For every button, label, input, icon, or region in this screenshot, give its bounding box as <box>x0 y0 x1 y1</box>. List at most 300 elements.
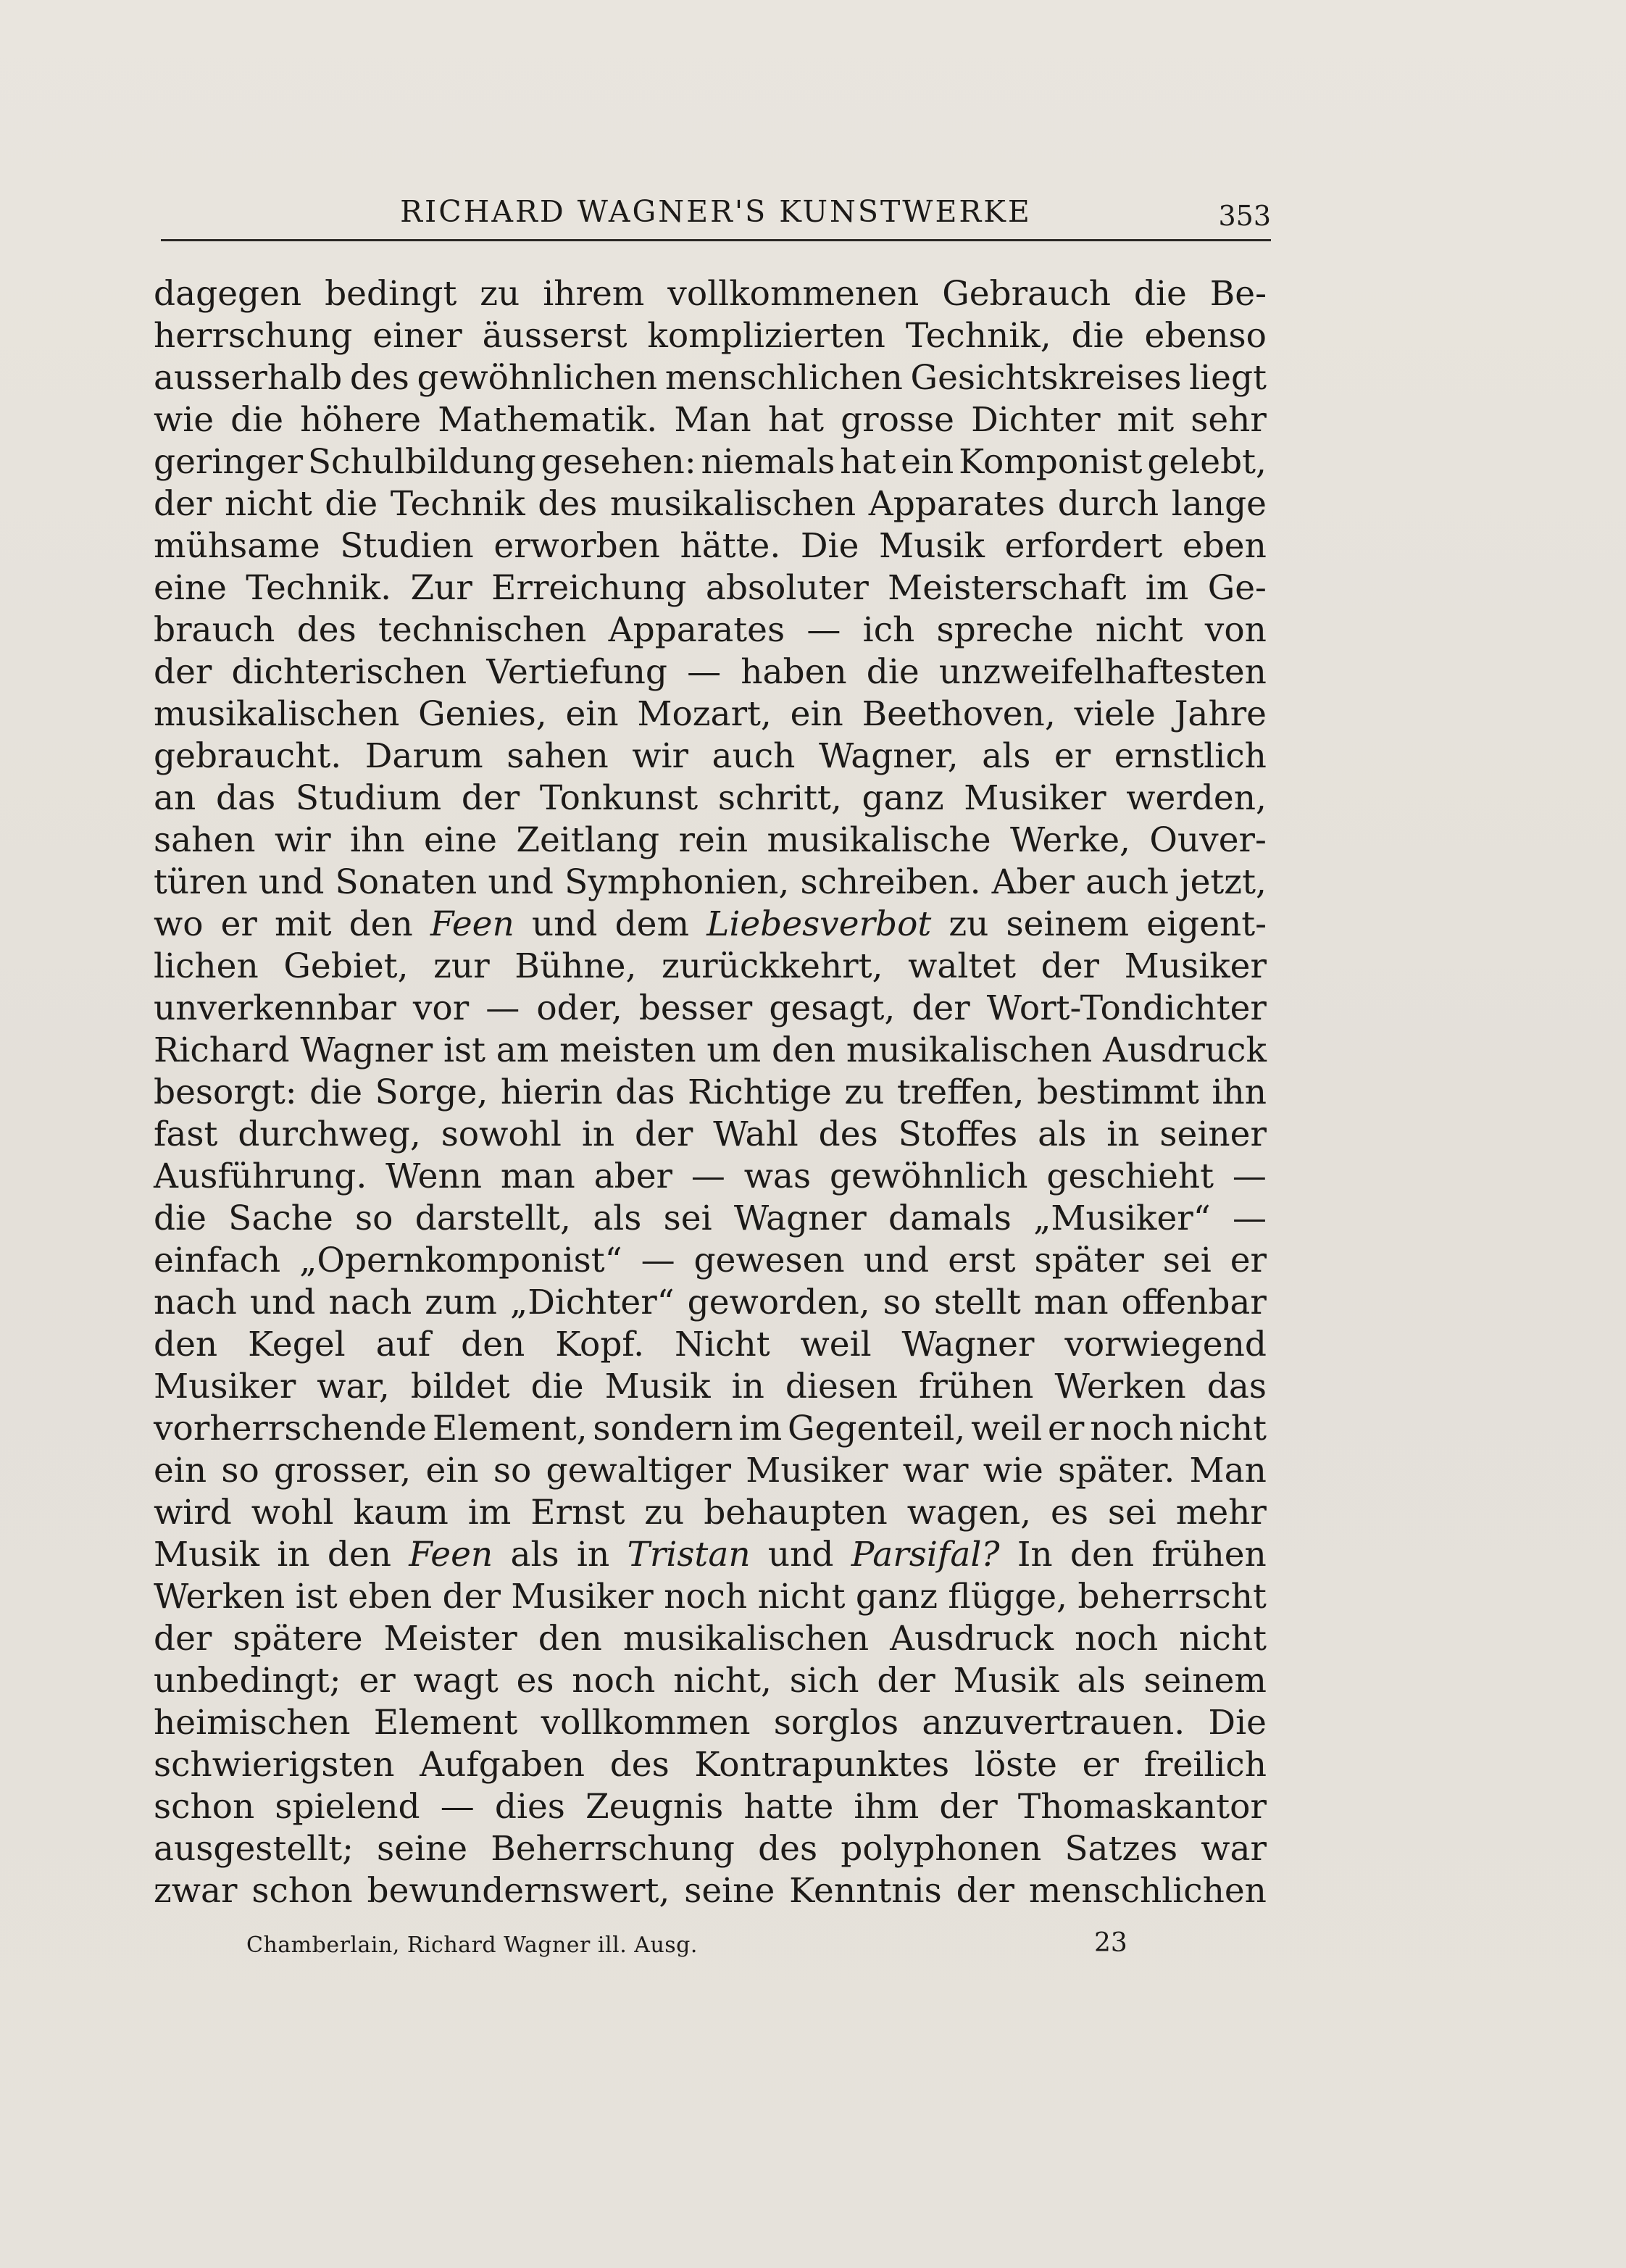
word: in <box>1106 1114 1140 1154</box>
text-line <box>154 651 1267 693</box>
word: musikalischen <box>154 694 400 734</box>
word: ebenso <box>1144 316 1267 356</box>
word: Musiker <box>1124 946 1267 986</box>
word: hat <box>840 442 896 482</box>
word: der <box>154 484 212 524</box>
word: der <box>912 988 970 1028</box>
word: Gesichtskreises <box>910 358 1182 398</box>
word: Ausführung. <box>154 1156 367 1196</box>
word: gesehen: <box>541 442 696 482</box>
word: mit <box>274 904 332 944</box>
word: aber <box>593 1156 672 1196</box>
text-line <box>154 1660 1267 1702</box>
word: und <box>488 862 554 902</box>
text-line <box>154 904 1267 946</box>
word: Zur <box>410 568 472 608</box>
word: vorwiegend <box>1064 1325 1267 1364</box>
word: höhere <box>300 400 422 440</box>
word: zum <box>425 1283 497 1322</box>
word: des <box>758 1829 818 1869</box>
word: stellt <box>934 1283 1021 1322</box>
word: der <box>635 1114 693 1154</box>
word: sorglos <box>773 1703 899 1743</box>
word: Nicht <box>675 1325 770 1364</box>
text-line <box>154 693 1267 735</box>
word: viele <box>1074 694 1156 734</box>
word: eine <box>423 820 497 860</box>
word: Beethoven, <box>862 694 1056 734</box>
word: in <box>731 1367 764 1406</box>
word: von <box>1204 610 1267 650</box>
word: was <box>743 1156 812 1196</box>
text-line <box>154 988 1267 1030</box>
word: gewöhnlich <box>829 1156 1028 1196</box>
printer-signature: Chamberlain, Richard Wagner ill. Ausg. <box>246 1933 698 1958</box>
word: später. <box>1058 1451 1175 1491</box>
word: Ouver- <box>1149 820 1267 860</box>
word: dichterischen <box>231 652 467 692</box>
word: lange <box>1171 484 1267 524</box>
word: ein <box>425 1451 479 1491</box>
word: geschieht <box>1046 1156 1214 1196</box>
word: Wagner <box>300 1030 433 1070</box>
word: war, <box>317 1367 390 1406</box>
italic-title: Tristan <box>627 1535 751 1575</box>
word: Studien <box>340 526 474 566</box>
word: äusserst <box>482 316 628 356</box>
word: Gebiet, <box>283 946 409 986</box>
word: ein <box>790 694 843 734</box>
word: wagen, <box>906 1493 1032 1533</box>
text-line <box>154 357 1267 399</box>
word: vorherrschende <box>154 1409 428 1448</box>
word: — <box>641 1241 675 1280</box>
word: Musik <box>878 526 985 566</box>
word: Beherrschung <box>491 1829 735 1869</box>
text-line <box>154 609 1267 651</box>
word: auch <box>1085 862 1169 902</box>
word: der <box>154 652 212 692</box>
word: des <box>609 1745 670 1785</box>
word: die <box>1133 274 1187 314</box>
word: sahen <box>154 820 256 860</box>
word: Darum <box>364 736 483 776</box>
word: Zeitlang <box>516 820 660 860</box>
word: und <box>863 1241 930 1280</box>
word: damals <box>888 1198 1012 1238</box>
word: „Musiker“ <box>1033 1198 1211 1238</box>
text-line <box>154 483 1267 525</box>
word: die <box>325 484 378 524</box>
word: mehr <box>1175 1493 1267 1533</box>
word: später <box>1034 1241 1144 1280</box>
text-line <box>154 820 1267 862</box>
word: sahen <box>506 736 609 776</box>
word: Musik <box>154 1535 260 1575</box>
word: frühen <box>1151 1535 1267 1575</box>
word: musikalischen <box>846 1030 1093 1070</box>
word: als <box>1038 1114 1087 1154</box>
word: — <box>691 1156 725 1196</box>
word: ihn <box>350 820 405 860</box>
word: ganz <box>862 778 944 818</box>
word: mühsame <box>154 526 320 566</box>
word: es <box>516 1661 554 1701</box>
word: meisten <box>559 1030 696 1070</box>
italic-title: Parsifal? <box>851 1535 1000 1575</box>
word: lichen <box>154 946 259 986</box>
word: ernstlich <box>1114 736 1267 776</box>
word: polyphonen <box>841 1829 1042 1869</box>
word: wie <box>983 1451 1043 1491</box>
text-line <box>154 1198 1267 1240</box>
word: Werke, <box>1009 820 1130 860</box>
italic-title: Feen <box>409 1535 493 1575</box>
header-rule <box>161 239 1271 241</box>
word: darstellt, <box>414 1198 571 1238</box>
word: zurückkehrt, <box>662 946 883 986</box>
text-line <box>154 1450 1267 1492</box>
word: Schulbildung <box>307 442 536 482</box>
word: ein <box>154 1451 207 1491</box>
word: — <box>1233 1198 1267 1238</box>
running-head <box>161 190 1271 233</box>
word: Man <box>1189 1451 1267 1491</box>
word: Die <box>1208 1703 1267 1743</box>
word: Apparates <box>868 484 1046 524</box>
word: ein <box>901 442 954 482</box>
word: als <box>982 736 1031 776</box>
word: nicht, <box>673 1661 772 1701</box>
word: Stoffes <box>898 1114 1018 1154</box>
text-line <box>154 1492 1267 1534</box>
word: Musik <box>953 1661 1059 1701</box>
word: Meister <box>383 1619 517 1659</box>
word: schritt, <box>717 778 842 818</box>
word: Element <box>373 1703 518 1743</box>
word: Musiker <box>964 778 1106 818</box>
word: eine <box>154 568 227 608</box>
word: seiner <box>1159 1114 1267 1154</box>
word: schreiben. <box>800 862 981 902</box>
text-line <box>154 1744 1267 1786</box>
word: rein <box>678 820 749 860</box>
text-line <box>154 777 1267 820</box>
word: noch <box>572 1661 656 1701</box>
word: auf <box>375 1325 431 1364</box>
word: der <box>154 1619 212 1659</box>
word: „Opernkomponist“ <box>299 1241 622 1280</box>
word: und <box>531 904 598 944</box>
word: das <box>1206 1367 1267 1406</box>
word: hierin <box>500 1072 603 1112</box>
word: durchweg, <box>238 1114 421 1154</box>
word: als <box>593 1198 642 1238</box>
word: dem <box>614 904 690 944</box>
word: es <box>1051 1493 1088 1533</box>
word: — <box>1232 1156 1267 1196</box>
word: so <box>355 1198 393 1238</box>
word: die <box>530 1367 584 1406</box>
word: herrschung <box>154 316 353 356</box>
word: ist <box>295 1577 338 1617</box>
word: „Dichter“ <box>509 1283 675 1322</box>
text-line <box>154 1408 1267 1450</box>
word: Komponist <box>959 442 1143 482</box>
text-line <box>154 1030 1267 1072</box>
text-line <box>154 273 1267 315</box>
word: Studium <box>295 778 442 818</box>
word: im <box>738 1409 783 1448</box>
word: seinem <box>1143 1661 1267 1701</box>
word: spielend <box>275 1787 420 1827</box>
word: gebraucht. <box>154 736 342 776</box>
word: menschlichen <box>1028 1871 1267 1911</box>
word: und <box>258 862 325 902</box>
word: schon <box>251 1871 353 1911</box>
word: hätte. <box>680 526 781 566</box>
word: in <box>277 1535 310 1575</box>
word: Ge- <box>1207 568 1267 608</box>
word: zu <box>948 904 989 944</box>
word: Aber <box>991 862 1075 902</box>
word: vollkommenen <box>667 274 920 314</box>
word: Be- <box>1209 274 1267 314</box>
text-line <box>154 525 1267 567</box>
word: Tonkunst <box>539 778 699 818</box>
word: eigent- <box>1146 904 1267 944</box>
word: unverkennbar <box>154 988 396 1028</box>
word: der <box>877 1661 935 1701</box>
word: sei <box>663 1198 712 1238</box>
word: er <box>1082 1745 1119 1785</box>
word: — <box>687 652 722 692</box>
word: den <box>538 1619 602 1659</box>
word: geringer <box>154 442 304 482</box>
word: und <box>767 1535 834 1575</box>
word: besser <box>638 988 753 1028</box>
word: eben <box>348 1577 433 1617</box>
text-line <box>154 1156 1267 1198</box>
word: Wagner, <box>818 736 959 776</box>
text-line <box>154 315 1267 357</box>
word: bewundernswert, <box>367 1871 670 1911</box>
word: sehr <box>1191 400 1267 440</box>
text-line <box>154 1702 1267 1744</box>
word: den <box>154 1325 218 1364</box>
word: löste <box>974 1745 1057 1785</box>
word: Jahre <box>1174 694 1267 734</box>
word: ein <box>565 694 619 734</box>
word: Werken <box>1054 1367 1186 1406</box>
italic-title: Feen <box>430 904 514 944</box>
word: Wort-Tondichter <box>986 988 1267 1028</box>
word: Sonaten <box>335 862 478 902</box>
word: noch <box>664 1577 748 1617</box>
word: spätere <box>233 1619 363 1659</box>
word: Apparates <box>608 610 785 650</box>
word: gewesen <box>693 1241 845 1280</box>
word: er <box>1230 1241 1267 1280</box>
word: der <box>461 778 520 818</box>
word: Element, <box>432 1409 588 1448</box>
word: jetzt, <box>1180 862 1267 902</box>
word: vor <box>412 988 470 1028</box>
word: Symphonien, <box>564 862 790 902</box>
word: Genies, <box>418 694 547 734</box>
word: erst <box>948 1241 1016 1280</box>
word: zwar <box>154 1871 238 1911</box>
word: Musiker <box>746 1451 888 1491</box>
word: kaum <box>353 1493 449 1533</box>
text-line <box>154 1072 1267 1114</box>
word: er <box>1054 736 1091 776</box>
word: grosse <box>841 400 954 440</box>
word: erworben <box>493 526 660 566</box>
word: ihm <box>854 1787 920 1827</box>
word: Bühne, <box>514 946 637 986</box>
word: Meisterschaft <box>888 568 1127 608</box>
word: musikalischen <box>622 1619 870 1659</box>
word: diesen <box>785 1367 898 1406</box>
word: sei <box>1107 1493 1156 1533</box>
word: so <box>493 1451 532 1491</box>
text-line <box>154 946 1267 988</box>
word: ausgestellt; <box>154 1829 354 1869</box>
word: im <box>1145 568 1189 608</box>
word: am <box>496 1030 549 1070</box>
word: nicht <box>1179 1619 1267 1659</box>
word: Kopf. <box>555 1325 645 1364</box>
word: sei <box>1162 1241 1212 1280</box>
word: gewöhnlichen <box>417 358 658 398</box>
word: in <box>576 1535 610 1575</box>
word: Gebrauch <box>942 274 1111 314</box>
word: nach <box>154 1283 237 1322</box>
word: ist <box>443 1030 486 1070</box>
text-line <box>154 441 1267 483</box>
word: Gegenteil, <box>788 1409 966 1448</box>
word: türen <box>154 862 248 902</box>
word: Richtige <box>687 1072 832 1112</box>
word: zu <box>844 1072 885 1112</box>
text-line <box>154 862 1267 904</box>
word: seine <box>684 1871 775 1911</box>
word: geworden, <box>687 1283 870 1322</box>
word: ihn <box>1212 1072 1267 1112</box>
word: zur <box>433 946 490 986</box>
word: wo <box>154 904 204 944</box>
word: einer <box>372 316 462 356</box>
word: durch <box>1057 484 1159 524</box>
word: unbedingt; <box>154 1661 341 1701</box>
text-line <box>154 1366 1267 1408</box>
word: bildet <box>410 1367 510 1406</box>
word: das <box>215 778 276 818</box>
page-number: 353 <box>1218 200 1271 232</box>
word: spreche <box>936 610 1074 650</box>
word: als <box>1077 1661 1126 1701</box>
word: Satzes <box>1064 1829 1178 1869</box>
text-line <box>154 1870 1267 1912</box>
word: des <box>818 1114 878 1154</box>
text-line <box>154 1240 1267 1282</box>
word: — <box>485 988 520 1028</box>
word: den <box>1070 1535 1135 1575</box>
word: Kenntnis <box>789 1871 942 1911</box>
word: er <box>1048 1409 1085 1448</box>
word: Erreichung <box>491 568 687 608</box>
word: nach <box>328 1283 412 1322</box>
word: beherrscht <box>1077 1577 1267 1617</box>
word: Zeugnis <box>585 1787 724 1827</box>
word: und <box>249 1283 316 1322</box>
word: Wagner <box>733 1198 867 1238</box>
word: sondern <box>593 1409 733 1448</box>
word: hatte <box>743 1787 834 1827</box>
word: Kegel <box>248 1325 346 1364</box>
text-line <box>154 1576 1267 1618</box>
word: — <box>440 1787 475 1827</box>
word: man <box>500 1156 575 1196</box>
word: nicht <box>1179 1409 1267 1448</box>
word: sowohl <box>441 1114 562 1154</box>
word: bedingt <box>325 274 457 314</box>
word: menschlichen <box>664 358 903 398</box>
word: vollkommen <box>541 1703 751 1743</box>
word: weil <box>800 1325 872 1364</box>
word: die <box>866 652 920 692</box>
word: wird <box>154 1493 232 1533</box>
word: ausserhalb <box>154 358 343 398</box>
body-text <box>154 273 1267 1912</box>
text-line <box>154 1786 1267 1828</box>
word: mit <box>1117 400 1175 440</box>
word: In <box>1017 1535 1053 1575</box>
word: ich <box>862 610 915 650</box>
word: anzuvertrauen. <box>922 1703 1185 1743</box>
word: Technik. <box>246 568 392 608</box>
word: in <box>581 1114 615 1154</box>
word: liegt <box>1189 358 1267 398</box>
word: ihrem <box>543 274 645 314</box>
word: Man <box>674 400 751 440</box>
word: das <box>615 1072 675 1112</box>
text-line <box>154 735 1267 777</box>
word: zu <box>480 274 520 314</box>
word: unzweifelhaftesten <box>938 652 1267 692</box>
word: der <box>956 1871 1014 1911</box>
word: Technik <box>390 484 525 524</box>
signature-number: 23 <box>1094 1928 1127 1958</box>
word: zu <box>644 1493 685 1533</box>
word: er <box>220 904 257 944</box>
word: musikalische <box>767 820 991 860</box>
word: Werken <box>154 1577 285 1617</box>
italic-title: Liebesverbot <box>706 904 932 944</box>
word: musikalischen <box>609 484 856 524</box>
word: Wahl <box>713 1114 799 1154</box>
word: wir <box>274 820 331 860</box>
word: hat <box>767 400 824 440</box>
text-line <box>154 1828 1267 1870</box>
word: so <box>883 1283 922 1322</box>
word: treffen, <box>896 1072 1025 1112</box>
word: die <box>309 1072 363 1112</box>
word: man <box>1033 1283 1109 1322</box>
word: war <box>1201 1829 1267 1869</box>
word: Dichter <box>971 400 1101 440</box>
